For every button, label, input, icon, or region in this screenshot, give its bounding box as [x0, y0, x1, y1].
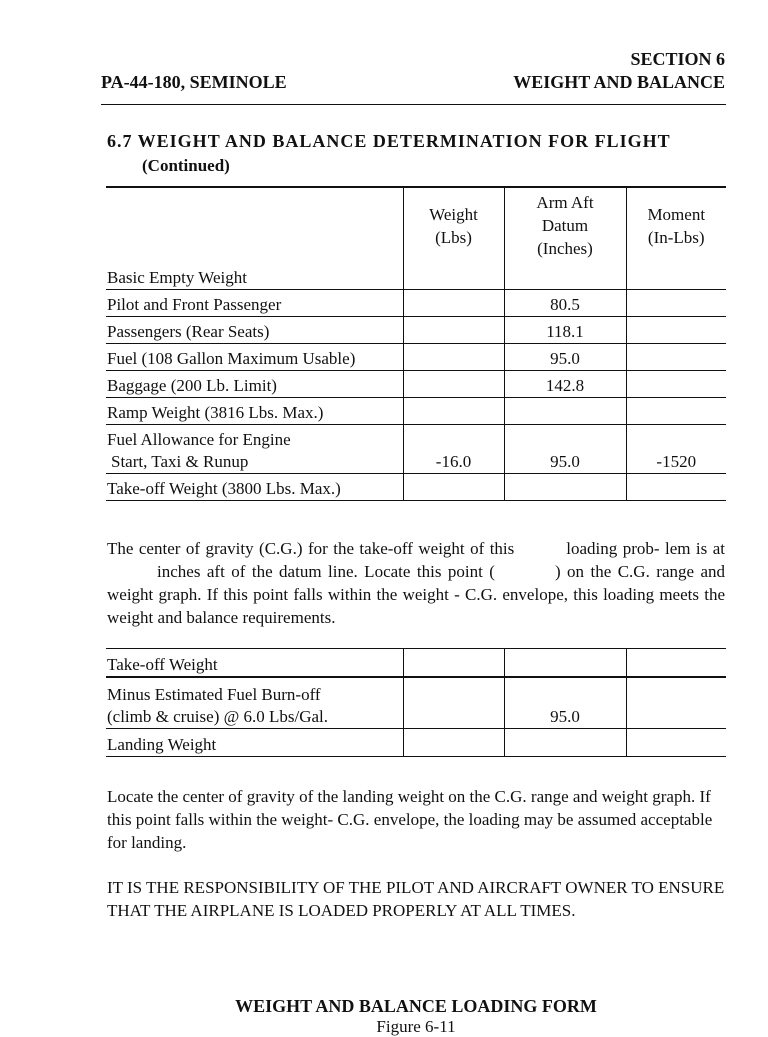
moment-cell: [626, 649, 726, 678]
row-item: Passengers (Rear Seats): [106, 317, 403, 344]
moment-cell: -1520: [626, 425, 726, 474]
weight-cell: [403, 317, 504, 344]
figure-label: Figure 6-11: [376, 1017, 456, 1036]
responsibility-notice: IT IS THE RESPONSIBILITY OF THE PILOT AND AIRCRAFT OWNER TO ENSURE THAT THE AIRPLANE IS LOADED PROPERLY AT ALL TIMES.: [107, 878, 725, 920]
arm-cell: 95.0: [504, 425, 626, 474]
weight-cell: [403, 263, 504, 290]
row-item: Baggage (200 Lb. Limit): [106, 371, 403, 398]
weight-cell: [403, 371, 504, 398]
weight-cell: [403, 398, 504, 425]
page-subtitle: (Continued): [142, 156, 230, 175]
weight-cell: [403, 677, 504, 729]
weight-cell: [403, 290, 504, 317]
aircraft-model: PA-44-180, SEMINOLE: [101, 72, 287, 92]
table-row: [106, 729, 726, 757]
table-row: [106, 649, 726, 678]
table-row: [106, 474, 726, 501]
arm-cell: [504, 474, 626, 501]
row-item: Pilot and Front Passenger: [106, 290, 403, 317]
table-row: [106, 425, 726, 474]
cg-instructions-paragraph: The center of gravity (C.G.) for the take-off weight of this loading prob- lem is atinches aft of the datum line. Locate this point ( ) on the C.G. range and weight graph. If this point falls within the weight - C.G. envelope, this loading meets the weight and balance requirements.: [107, 539, 726, 627]
header-divider: [101, 104, 726, 105]
weight-column-header: Weight (Lbs): [403, 187, 504, 263]
moment-cell: [626, 344, 726, 371]
weight-cell: [403, 344, 504, 371]
row-item: Ramp Weight (3816 Lbs. Max.): [106, 398, 403, 425]
arm-cell: 80.5: [504, 290, 626, 317]
weight-cell: [403, 649, 504, 678]
table-row: [106, 371, 726, 398]
arm-cell: [504, 649, 626, 678]
weight-cell: -16.0: [403, 425, 504, 474]
arm-cell: 95.0: [504, 344, 626, 371]
row-item: Basic Empty Weight: [106, 263, 403, 290]
moment-cell: [626, 290, 726, 317]
section-title: WEIGHT AND BALANCE: [513, 72, 725, 92]
row-item: Landing Weight: [106, 729, 403, 757]
table-row: [106, 290, 726, 317]
arm-cell: [504, 263, 626, 290]
table-row: [106, 344, 726, 371]
table-header-row: [106, 187, 726, 263]
section-number: SECTION 6: [630, 49, 725, 69]
row-item: Take-off Weight: [106, 649, 403, 678]
arm-column-header: Arm Aft Datum (Inches): [504, 187, 626, 263]
table-row: [106, 398, 726, 425]
page-title: 6.7 WEIGHT AND BALANCE DETERMINATION FOR FLIGHT: [107, 131, 671, 151]
table-row: [106, 317, 726, 344]
weight-cell: [403, 729, 504, 757]
moment-cell: [626, 263, 726, 290]
arm-cell: 142.8: [504, 371, 626, 398]
landing-instructions-paragraph: Locate the center of gravity of the landing weight on the C.G. range and weight graph. If this point falls within the weight- C.G. envelope, the loading may be assumed acceptable for landing.: [107, 787, 713, 852]
row-item: Fuel (108 Gallon Maximum Usable): [106, 344, 403, 371]
moment-cell: [626, 677, 726, 729]
loading-form-table: [106, 186, 726, 501]
item-column-header: [106, 187, 403, 263]
arm-cell: 95.0: [504, 677, 626, 729]
moment-cell: [626, 729, 726, 757]
row-item: Take-off Weight (3800 Lbs. Max.): [106, 474, 403, 501]
moment-cell: [626, 317, 726, 344]
table-row: [106, 263, 726, 290]
moment-cell: [626, 474, 726, 501]
moment-cell: [626, 371, 726, 398]
row-item: Minus Estimated Fuel Burn-off (climb & cruise) @ 6.0 Lbs/Gal.: [106, 677, 403, 729]
table-row: [106, 677, 726, 729]
landing-weight-table: [106, 648, 726, 757]
moment-cell: [626, 398, 726, 425]
arm-cell: [504, 729, 626, 757]
weight-cell: [403, 474, 504, 501]
form-title: WEIGHT AND BALANCE LOADING FORM: [235, 996, 597, 1016]
arm-cell: [504, 398, 626, 425]
moment-column-header: Moment (In-Lbs): [626, 187, 726, 263]
row-item: Fuel Allowance for Engine Start, Taxi & Runup: [106, 425, 403, 474]
arm-cell: 118.1: [504, 317, 626, 344]
